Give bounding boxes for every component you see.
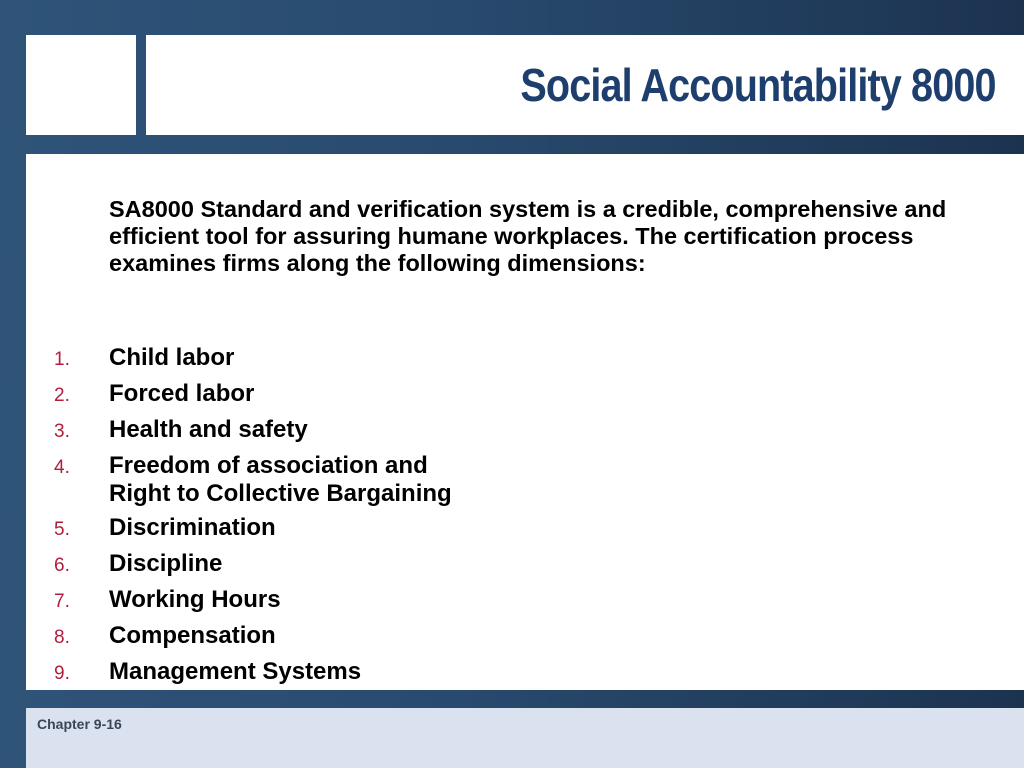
footer-chapter-label: Chapter 9-16: [37, 716, 122, 732]
list-number: 7.: [54, 591, 70, 612]
list-label: Health and safety: [109, 416, 308, 443]
list-number: 6.: [54, 555, 70, 576]
intro-paragraph: SA8000 Standard and verification system is a credible, comprehensive and efficient tool for assuring humane workplaces. The certification process examines firms along the following dimensions:: [109, 196, 947, 276]
list-label: Compensation: [109, 622, 276, 649]
list-item: [26, 380, 452, 410]
list-label: Discrimination: [109, 514, 276, 541]
list-item: [26, 586, 452, 616]
list-label: Management Systems: [109, 658, 362, 685]
list-item: [26, 452, 452, 508]
list-number: 3.: [54, 421, 70, 442]
list-item: [26, 550, 452, 580]
list-number: 1.: [54, 349, 70, 370]
list-label: Child labor: [109, 344, 235, 371]
list-number: 4.: [54, 457, 70, 478]
list-item: [26, 344, 452, 374]
list-number: 5.: [54, 519, 70, 540]
slide-content: [26, 154, 1024, 690]
slide-title: Social Accountability 8000: [520, 59, 996, 111]
dimensions-list: [26, 344, 452, 694]
title-bar: [146, 35, 1024, 135]
list-label: Discipline: [109, 550, 223, 577]
list-item: [26, 514, 452, 544]
list-item: [26, 416, 452, 446]
list-label: Working Hours: [109, 586, 281, 613]
list-item: [26, 622, 452, 652]
list-label: Forced labor: [109, 380, 255, 407]
list-number: 8.: [54, 627, 70, 648]
list-label: Freedom of association and Right to Collective Bargaining: [109, 452, 452, 507]
list-number: 2.: [54, 385, 70, 406]
footer-bar: [26, 708, 1024, 768]
title-decoration-box: [26, 35, 136, 135]
list-item: [26, 658, 452, 688]
list-number: 9.: [54, 663, 70, 684]
